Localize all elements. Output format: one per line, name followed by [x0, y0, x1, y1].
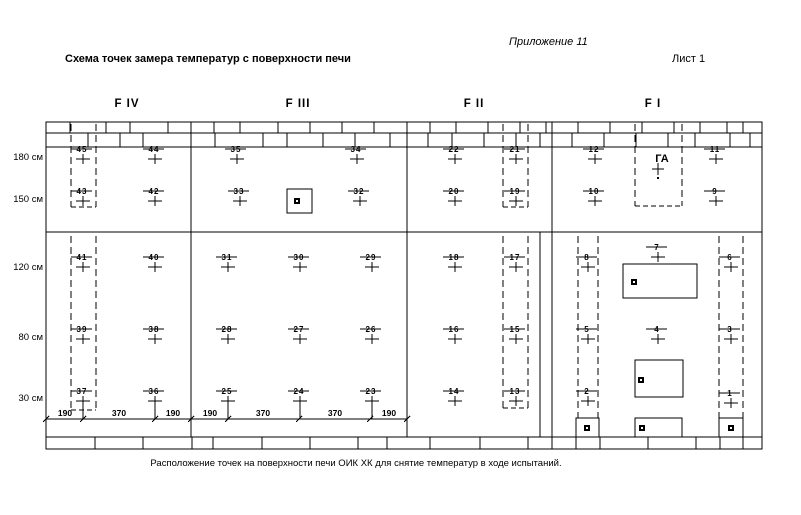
measure-point-12 — [583, 145, 604, 164]
dimension-label: 190 — [381, 408, 397, 418]
point-number: 44 — [148, 145, 160, 154]
point-number: 29 — [365, 253, 377, 262]
measure-point-9 — [704, 187, 725, 206]
appendix-label: Приложение 11 — [509, 36, 588, 48]
measure-point-33 — [228, 187, 249, 206]
measure-point-5 — [576, 325, 597, 344]
opening-box — [623, 264, 697, 298]
point-number: 4 — [654, 325, 660, 334]
point-number: 1 — [727, 389, 733, 398]
zone-label: F IV — [114, 98, 140, 110]
measure-point-3 — [719, 325, 740, 344]
zone-label: F I — [644, 98, 662, 110]
point-number: 10 — [588, 187, 600, 196]
point-number: 7 — [654, 243, 660, 252]
point-number: 17 — [509, 253, 521, 262]
point-number: 12 — [588, 145, 600, 154]
page-title: Схема точек замера температур с поверхности печи — [65, 53, 351, 65]
point-number: 6 — [727, 253, 733, 262]
measure-point-1 — [719, 389, 740, 408]
point-number: 32 — [353, 187, 365, 196]
measure-point-22 — [443, 145, 464, 164]
measure-point-31 — [216, 253, 237, 272]
point-number: 19 — [509, 187, 521, 196]
point-number: 27 — [293, 325, 305, 334]
point-number: 28 — [221, 325, 233, 334]
point-number: 35 — [230, 145, 242, 154]
measure-point-16 — [443, 325, 464, 344]
measure-point-37 — [71, 387, 92, 419]
point-number: 36 — [148, 387, 160, 396]
opening-box — [635, 418, 682, 437]
point-number: 5 — [584, 325, 590, 334]
measure-point-23 — [360, 387, 381, 419]
measure-point-28 — [216, 325, 237, 344]
point-number: 37 — [76, 387, 88, 396]
point-number: 15 — [509, 325, 521, 334]
opening-box — [576, 418, 599, 437]
opening-box — [719, 418, 743, 437]
dimension-line — [43, 408, 410, 422]
point-number: 40 — [148, 253, 160, 262]
measure-point-19 — [504, 187, 525, 206]
measure-point-24 — [288, 387, 309, 419]
measure-point-26 — [360, 325, 381, 344]
point-number: 42 — [148, 187, 160, 196]
measure-point-39 — [71, 325, 92, 344]
point-number: 2 — [584, 387, 590, 396]
dimension-label: 370 — [255, 408, 271, 418]
sheet-label: Лист 1 — [672, 53, 706, 65]
point-number: 43 — [76, 187, 88, 196]
point-number: 20 — [448, 187, 460, 196]
point-number: 23 — [365, 387, 377, 396]
point-number: 25 — [221, 387, 233, 396]
point-number: 3 — [727, 325, 733, 334]
zone-label: F III — [285, 98, 311, 110]
dimension-label: 190 — [165, 408, 181, 418]
point-number: 21 — [509, 145, 521, 154]
row-label: 120 см — [13, 262, 43, 273]
measure-point-2 — [576, 387, 597, 406]
measure-point-32 — [348, 187, 369, 206]
measure-point-7 — [646, 243, 667, 262]
point-number: 45 — [76, 145, 88, 154]
point-number: 34 — [350, 145, 362, 154]
measure-point-35 — [225, 145, 246, 164]
row-label: 150 см — [13, 194, 43, 205]
measure-point-4 — [646, 325, 667, 344]
dimension-label: 190 — [202, 408, 218, 418]
figure-caption: Расположение точек на поверхности печи ОИК ХК для снятие температур в ходе испытаний. — [150, 458, 562, 469]
row-label: 180 см — [13, 152, 43, 163]
point-number: 39 — [76, 325, 88, 334]
dimension-label: 370 — [327, 408, 343, 418]
measure-point-20 — [443, 187, 464, 206]
opening-box — [635, 360, 683, 397]
point-number: 16 — [448, 325, 460, 334]
measure-point-43 — [71, 187, 92, 206]
measure-point-25 — [216, 387, 237, 419]
measure-point-21 — [504, 145, 525, 164]
measure-point-8 — [576, 253, 597, 272]
ga-label: ГА — [655, 153, 669, 165]
measure-point-36 — [143, 387, 164, 419]
measure-point-42 — [143, 187, 164, 206]
point-number: 33 — [233, 187, 245, 196]
row-label: 80 см — [18, 332, 43, 343]
measure-point-44 — [143, 145, 164, 164]
row-label: 30 см — [18, 393, 43, 404]
point-number: 14 — [448, 387, 460, 396]
measure-point-ga — [652, 153, 669, 179]
measure-point-40 — [143, 253, 164, 272]
measure-point-41 — [71, 253, 92, 272]
point-number: 38 — [148, 325, 160, 334]
measure-point-38 — [143, 325, 164, 344]
measure-point-13 — [504, 387, 525, 406]
point-number: 11 — [709, 145, 721, 154]
measure-point-17 — [504, 253, 525, 272]
point-number: 22 — [448, 145, 460, 154]
measure-point-6 — [719, 253, 740, 272]
measure-point-11 — [704, 145, 725, 164]
measure-point-34 — [345, 145, 366, 164]
measure-point-15 — [504, 325, 525, 344]
measure-point-27 — [288, 325, 309, 344]
point-number: 26 — [365, 325, 377, 334]
dimension-label: 370 — [111, 408, 127, 418]
measure-point-18 — [443, 253, 464, 272]
point-number: 30 — [293, 253, 305, 262]
point-number: 8 — [584, 253, 590, 262]
point-number: 9 — [712, 187, 718, 196]
measure-point-29 — [360, 253, 381, 272]
zone-label: F II — [463, 98, 485, 110]
point-number: 24 — [293, 387, 305, 396]
measure-point-30 — [288, 253, 309, 272]
point-number: 41 — [76, 253, 88, 262]
measure-point-45 — [71, 145, 92, 164]
dimension-label: 190 — [57, 408, 73, 418]
measure-point-10 — [583, 187, 604, 206]
measure-point-14 — [443, 387, 464, 406]
opening-box — [287, 189, 312, 213]
point-number: 31 — [221, 253, 233, 262]
point-number: 13 — [509, 387, 521, 396]
point-number: 18 — [448, 253, 460, 262]
